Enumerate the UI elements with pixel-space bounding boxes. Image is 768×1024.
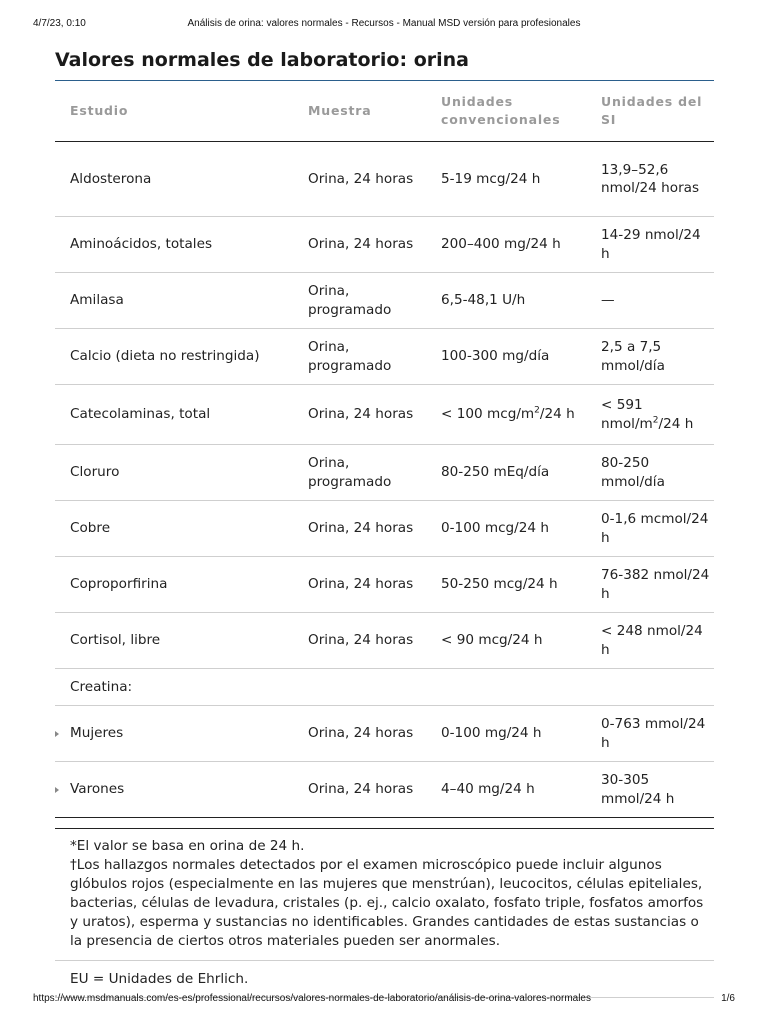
cell-study: Amilasa bbox=[55, 273, 293, 329]
column-header: Estudio bbox=[55, 81, 293, 142]
cell-sample: Orina, 24 horas bbox=[293, 613, 426, 669]
cell-si: 80-250 mmol/día bbox=[586, 445, 714, 501]
cell-sample: Orina, 24 horas bbox=[293, 385, 426, 445]
cell-conventional: 4–40 mg/24 h bbox=[426, 762, 586, 818]
table-row bbox=[55, 706, 714, 762]
table-footnotes bbox=[55, 828, 714, 998]
cell-sample: Orina, programado bbox=[293, 445, 426, 501]
cell-sample: Orina, programado bbox=[293, 273, 426, 329]
cell-study: Catecolaminas, total bbox=[55, 385, 293, 445]
cell-conventional: 5-19 mcg/24 h bbox=[426, 142, 586, 217]
cell-study: Aldosterona bbox=[55, 142, 293, 217]
cell-si: 76-382 nmol/24 h bbox=[586, 557, 714, 613]
print-doc-title: Análisis de orina: valores normales - Recursos - Manual MSD versión para profesionales bbox=[187, 18, 581, 29]
column-header: Muestra bbox=[293, 81, 426, 142]
cell-si: 0-1,6 mcmol/24 h bbox=[586, 501, 714, 557]
cell-study: Aminoácidos, totales bbox=[55, 217, 293, 273]
table-header-row bbox=[55, 81, 714, 142]
cell-conventional: 6,5-48,1 U/h bbox=[426, 273, 586, 329]
cell-sample: Orina, 24 horas bbox=[293, 501, 426, 557]
table-row bbox=[55, 329, 714, 385]
conv-text: < 100 mcg/m bbox=[441, 406, 535, 423]
cell-study: Calcio (dieta no restringida) bbox=[55, 329, 293, 385]
table-row bbox=[55, 501, 714, 557]
page-title: Valores normales de laboratorio: orina bbox=[55, 44, 714, 81]
cell-si: 30-305 mmol/24 h bbox=[586, 762, 714, 818]
study-subitem-label: Mujeres bbox=[70, 725, 124, 742]
column-header: Unidades del SI bbox=[586, 81, 714, 142]
cell-sample: Orina, 24 horas bbox=[293, 706, 426, 762]
print-url: https://www.msdmanuals.com/es-es/professional/recursos/valores-normales-de-laboratorio/análisis-de-orina-valores-normales bbox=[33, 993, 591, 1004]
cell-sample: Orina, 24 horas bbox=[293, 762, 426, 818]
print-header bbox=[0, 0, 768, 44]
column-header: Unidades convencionales bbox=[426, 81, 586, 142]
table-row-group-heading bbox=[55, 669, 714, 706]
table-row bbox=[55, 142, 714, 217]
cell-study: Cobre bbox=[55, 501, 293, 557]
footnote-asterisk: *El valor se basa en orina de 24 h. bbox=[70, 838, 305, 854]
cell-study: Cloruro bbox=[55, 445, 293, 501]
cell-conventional: < 90 mcg/24 h bbox=[426, 613, 586, 669]
cell-si: 2,5 a 7,5 mmol/día bbox=[586, 329, 714, 385]
cell-conventional: 0-100 mcg/24 h bbox=[426, 501, 586, 557]
cell-study: Cortisol, libre bbox=[55, 613, 293, 669]
bullet-arrow-icon bbox=[55, 731, 59, 737]
table-row bbox=[55, 557, 714, 613]
cell-si: 14-29 nmol/24 h bbox=[586, 217, 714, 273]
main-content bbox=[55, 44, 714, 998]
cell-conventional: 80-250 mEq/día bbox=[426, 445, 586, 501]
print-date: 4/7/23, 0:10 bbox=[33, 18, 86, 29]
cell-si bbox=[586, 385, 714, 445]
cell-conventional: 0-100 mg/24 h bbox=[426, 706, 586, 762]
cell-conventional bbox=[426, 385, 586, 445]
table-row bbox=[55, 217, 714, 273]
table-row bbox=[55, 613, 714, 669]
table-row bbox=[55, 273, 714, 329]
si-text: < 591 nmol/m bbox=[601, 397, 653, 432]
superscript: 2 bbox=[652, 414, 659, 425]
conv-text-suffix: /24 h bbox=[539, 406, 575, 423]
si-text-suffix: /24 h bbox=[658, 415, 694, 432]
cell-study: Coproporfirina bbox=[55, 557, 293, 613]
cell-si: < 248 nmol/24 h bbox=[586, 613, 714, 669]
cell-conventional: 200–400 mg/24 h bbox=[426, 217, 586, 273]
table-row bbox=[55, 762, 714, 818]
footnote-block bbox=[55, 829, 714, 961]
page-number: 1/6 bbox=[721, 993, 735, 1004]
cell-sample: Orina, 24 horas bbox=[293, 557, 426, 613]
cell-sample: Orina, 24 horas bbox=[293, 217, 426, 273]
bullet-arrow-icon bbox=[55, 787, 59, 793]
cell-study bbox=[55, 762, 293, 818]
study-subitem-label: Varones bbox=[70, 781, 125, 798]
table-row bbox=[55, 385, 714, 445]
print-footer bbox=[0, 993, 768, 1013]
cell-study bbox=[55, 706, 293, 762]
footnote-eu: EU = Unidades de Ehrlich. bbox=[70, 971, 249, 987]
cell-conventional: 100-300 mg/día bbox=[426, 329, 586, 385]
cell-si: — bbox=[586, 273, 714, 329]
cell-study: Creatina: bbox=[55, 669, 293, 706]
lab-values-table bbox=[55, 81, 714, 818]
superscript: 2 bbox=[534, 405, 540, 416]
cell-conventional: 50-250 mcg/24 h bbox=[426, 557, 586, 613]
table-row bbox=[55, 445, 714, 501]
cell-sample: Orina, programado bbox=[293, 329, 426, 385]
cell-si: 0-763 mmol/24 h bbox=[586, 706, 714, 762]
cell-sample: Orina, 24 horas bbox=[293, 142, 426, 217]
cell-si: 13,9–52,6 nmol/24 horas bbox=[586, 142, 714, 217]
footnote-dagger: †Los hallazgos normales detectados por el examen microscópico puede incluir algunos glóbulos rojos (especialmente en las mujeres que menstrúan), leucocitos, células epiteliales, bacterias, células de levadura, cristales (p. ej., calcio oxalato, fosfato triple, fosfatos amorfos y uratos), esperma y sustancias no identificables. Grandes cantidades de estas sustancias o la presencia de ciertos otros materiales pueden ser anormales. bbox=[70, 857, 704, 949]
